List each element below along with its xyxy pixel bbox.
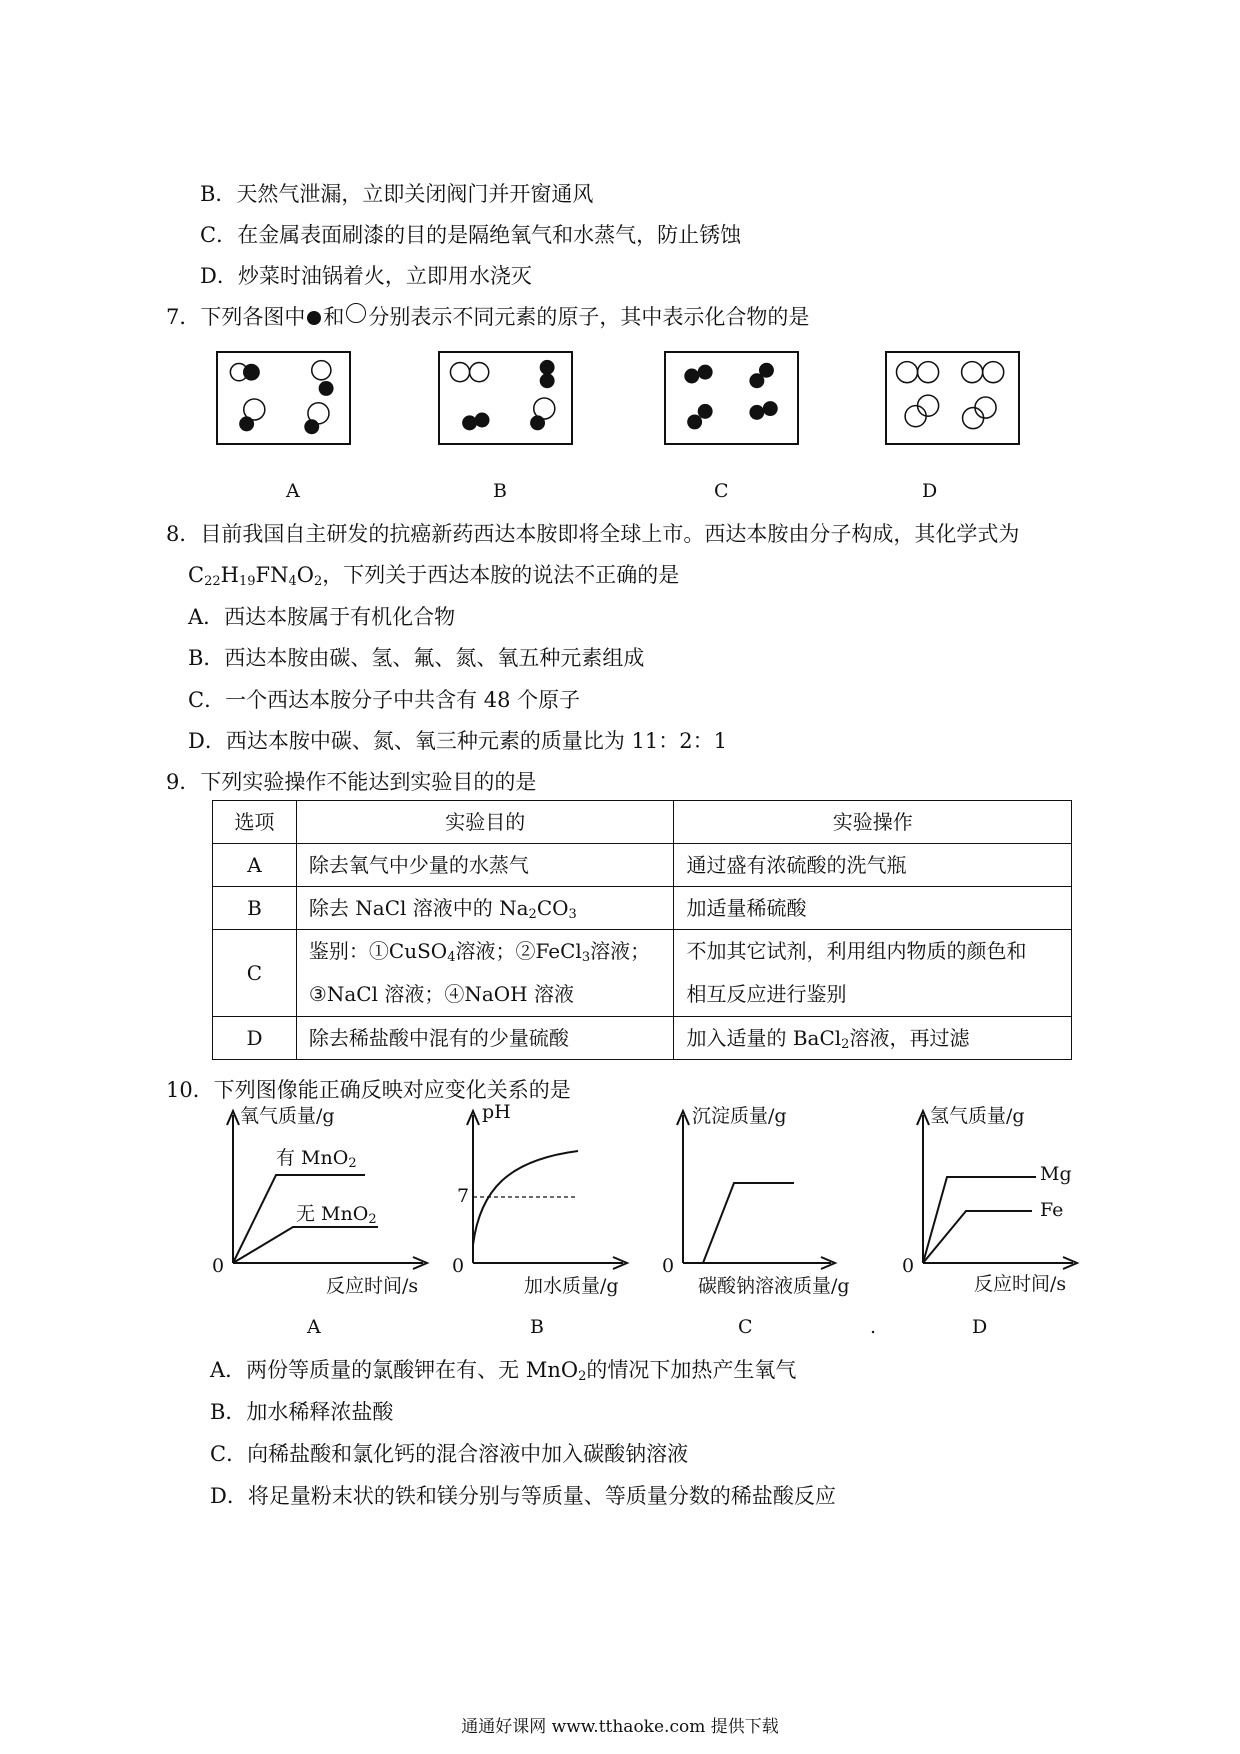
graph-a-series-with-mno2: 有 MnO$_2$ (276, 1147, 357, 1171)
q9-table (212, 800, 1072, 1060)
graph-a-xlabel: 反应时间/s (326, 1275, 419, 1297)
q10-graph-c (658, 1105, 878, 1295)
graph-a-series-without-mno2: 无 MnO$_2$ (296, 1203, 377, 1227)
q7-diagram-a (216, 351, 351, 445)
table-cell-option: C (213, 930, 297, 1017)
q8-option-d: D．西达本胺中碳、氮、氧三种元素的质量比为 11：2：1 (188, 729, 727, 753)
table-cell-goal: 除去稀盐酸中混有的少量硫酸 (296, 1017, 674, 1060)
graph-d-origin: 0 (902, 1255, 915, 1277)
q7-diagram-c (664, 351, 799, 445)
table-cell-goal: 除去 NaCl 溶液中的 $Na_2CO_3$ (296, 887, 674, 930)
filled-atom-icon (307, 311, 321, 325)
graph-d-series-mg: Mg (1040, 1163, 1072, 1185)
q7-diagram-c-drawing (666, 353, 797, 443)
q10-graph-label-a: A (307, 1316, 321, 1338)
q7-label-d: D (922, 480, 938, 502)
q7-stem: 7．下列各图中 和 分别表示不同元素的原子，其中表示化合物的是 (166, 305, 810, 329)
q10-graph-label-d: D (972, 1316, 988, 1338)
graph-c-ylabel: 沉淀质量/g (692, 1105, 787, 1127)
table-row (213, 887, 1072, 930)
q10-graph-b (448, 1101, 668, 1297)
q10-graph-d (898, 1105, 1118, 1295)
q8-stem: 8．目前我国自主研发的抗癌新药西达本胺即将全球上市。西达本胺由分子构成，其化学式为 (166, 522, 1020, 546)
table-header-cell: 选项 (213, 801, 297, 844)
q10-graph-a (208, 1105, 428, 1295)
page-footer: 通通好课网 www.tthaoke.com 提供下载 (461, 1717, 779, 1737)
q6-option-b: B．天然气泄漏，立即关闭阀门并开窗通风 (200, 182, 594, 206)
table-row (213, 1017, 1072, 1060)
table-row (213, 844, 1072, 887)
q7-diagram-d-drawing (887, 353, 1018, 443)
q7-diagram-b (438, 351, 573, 445)
table-row (213, 930, 1072, 1017)
graph-d-series-fe: Fe (1040, 1199, 1064, 1221)
table-cell-operation: 加入适量的 BaCl$_2$溶液，再过滤 (674, 1017, 1072, 1060)
table-cell-operation: 不加其它试剂，利用组内物质的颜色和 相互反应进行鉴别 (674, 930, 1072, 1017)
table-header-cell: 实验操作 (674, 801, 1072, 844)
q8-formula-line: $C_{22}H_{19}FN_4O_2$，下列关于西达本胺的说法不正确的是 (188, 563, 680, 589)
q6-option-c: C．在金属表面刷漆的目的是隔绝氧气和水蒸气，防止锈蚀 (200, 223, 742, 247)
table-cell-option: B (213, 887, 297, 930)
graph-b-origin: 0 (452, 1255, 465, 1277)
q10-option-a: A．两份等质量的氯酸钾在有、无 MnO$_2$的情况下加热产生氧气 (210, 1358, 797, 1384)
table-cell-operation: 通过盛有浓硫酸的洗气瓶 (674, 844, 1072, 887)
graph-b-drawing (448, 1105, 668, 1295)
graph-c-drawing (658, 1105, 878, 1295)
graph-a-origin: 0 (212, 1255, 225, 1277)
table-cell-option: A (213, 844, 297, 887)
hollow-atom-icon (346, 303, 366, 323)
q7-diagram-b-drawing (440, 353, 571, 443)
table-header-row (213, 801, 1072, 844)
q7-label-c: C (714, 480, 729, 502)
q10-stem: 10．下列图像能正确反映对应变化关系的是 (166, 1078, 571, 1102)
q8-option-a: A．西达本胺属于有机化合物 (188, 605, 456, 629)
q7-label-b: B (493, 480, 507, 502)
q9-stem: 9．下列实验操作不能达到实验目的的是 (166, 770, 537, 794)
q10-option-c: C．向稀盐酸和氯化钙的混合溶液中加入碳酸钠溶液 (210, 1442, 689, 1466)
q7-label-a: A (286, 480, 300, 502)
q7-diagram-a-drawing (218, 353, 349, 443)
graph-b-xlabel: 加水质量/g (524, 1275, 619, 1297)
graph-d-drawing (898, 1105, 1118, 1295)
stray-dot: . (870, 1316, 877, 1338)
table-header-cell: 实验目的 (296, 801, 674, 844)
table-cell-goal: 鉴别：①CuSO$_4$溶液；②FeCl$_3$溶液； ③NaCl 溶液；④NaOH 溶液 (296, 930, 674, 1017)
graph-c-origin: 0 (662, 1255, 675, 1277)
q10-graph-label-c: C (738, 1316, 753, 1338)
graph-a-ylabel: 氧气质量/g (240, 1105, 335, 1127)
chemical-formula: $C_{22}H_{19}FN_4O_2$ (188, 563, 323, 589)
graph-c-xlabel: 碳酸钠溶液质量/g (698, 1275, 850, 1297)
q7-diagram-d (885, 351, 1020, 445)
graph-b-ph7-mark: 7 (457, 1185, 470, 1207)
q10-option-b: B．加水稀释浓盐酸 (210, 1400, 394, 1424)
q8-option-c: C．一个西达本胺分子中共含有 48 个原子 (188, 688, 581, 712)
graph-b-ylabel: pH (482, 1101, 511, 1123)
q10-option-d: D．将足量粉末状的铁和镁分别与等质量、等质量分数的稀盐酸反应 (210, 1484, 836, 1508)
table-cell-goal: 除去氧气中少量的水蒸气 (296, 844, 674, 887)
graph-d-ylabel: 氢气质量/g (930, 1105, 1025, 1127)
q8-option-b: B．西达本胺由碳、氢、氟、氮、氧五种元素组成 (188, 646, 645, 670)
q10-graph-label-b: B (530, 1316, 544, 1338)
table-cell-option: D (213, 1017, 297, 1060)
graph-d-xlabel: 反应时间/s (974, 1273, 1067, 1295)
table-cell-operation: 加适量稀硫酸 (674, 887, 1072, 930)
q6-option-d: D．炒菜时油锅着火，立即用水浇灭 (200, 264, 532, 288)
